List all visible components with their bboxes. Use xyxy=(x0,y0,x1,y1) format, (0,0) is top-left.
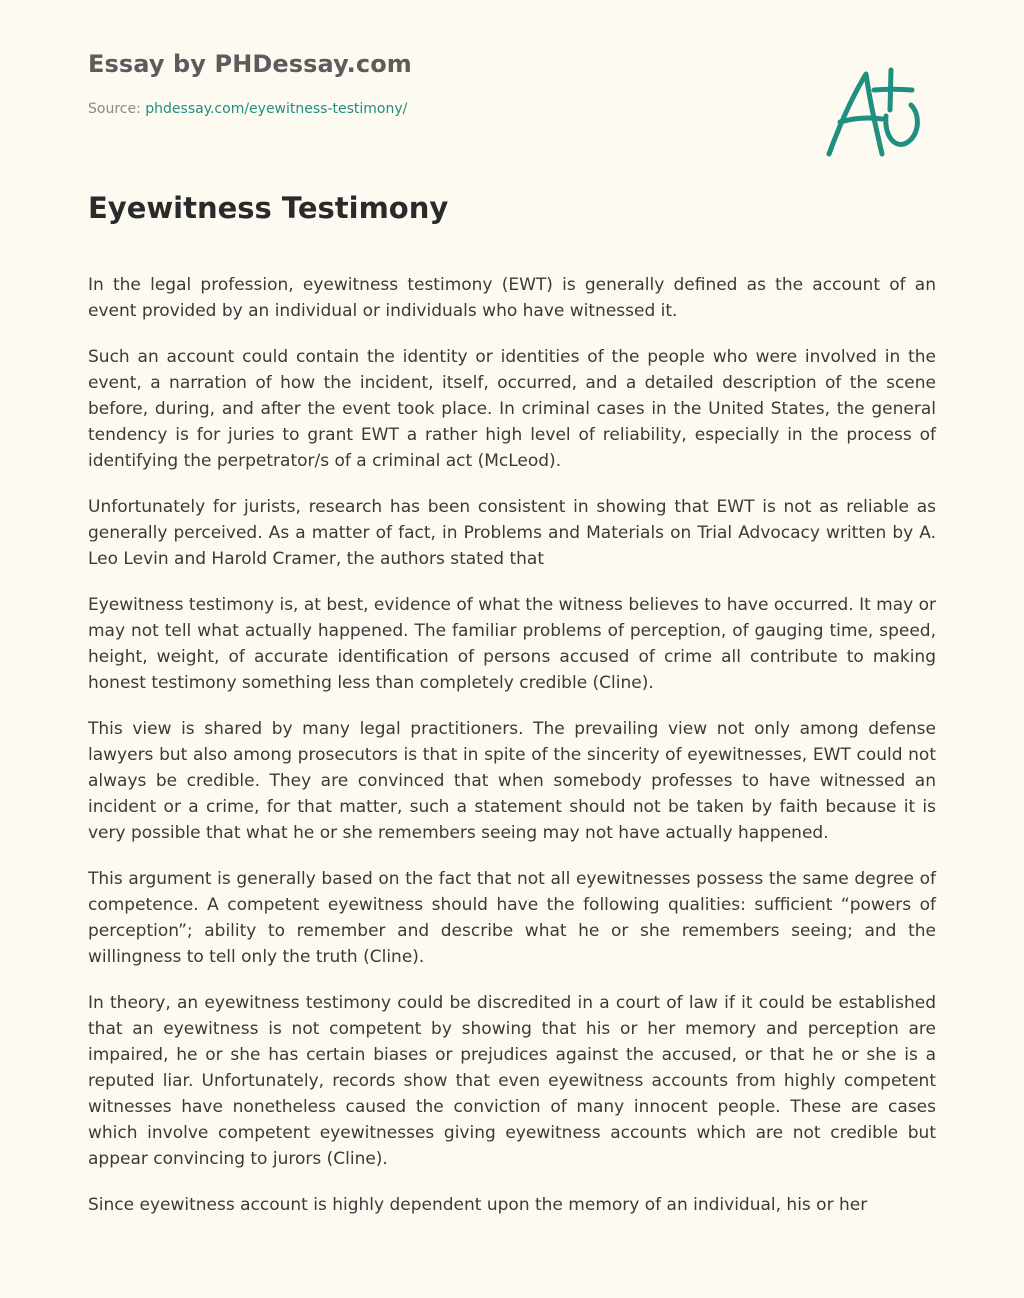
essay-paragraph: Eyewitness testimony is, at best, evidence of what the witness believes to have occurred. It may or may not tell what actually happened. The familiar problems of perception, of gauging time, speed, height, weight, of accurate identification of persons accused of crime all contribute to making honest testimony something less than completely credible (Cline). xyxy=(88,595,936,693)
essay-paragraph: This view is shared by many legal practitioners. The prevailing view not only among defense lawyers but also among prosecutors is that in spite of the sincerity of eyewitnesses, EWT could not always be credible. They are convinced that when somebody professes to have witnessed an incident or a crime, for that matter, such a statement should not be taken by faith because it is very possible that what he or she remembers seeing may not have actually happened. xyxy=(88,719,936,843)
a-plus-logo-icon xyxy=(820,62,930,162)
source-link[interactable]: phdessay.com/eyewitness-testimony/ xyxy=(145,101,408,117)
essay-body xyxy=(88,272,936,1238)
essay-paragraph: Since eyewitness account is highly dependent upon the memory of an individual, his or her xyxy=(88,1195,868,1215)
source-label: Source: xyxy=(88,101,146,117)
essay-paragraph: Unfortunately for jurists, research has been consistent in showing that EWT is not as reliable as generally perceived. As a matter of fact, in Problems and Materials on Trial Advocacy written by A. Leo Levin and Harold Cramer, the authors stated that xyxy=(88,497,936,569)
essay-paragraph: In theory, an eyewitness testimony could be discredited in a court of law if it could be established that an eyewitness is not competent by showing that his or her memory and perception are impaired, he or she has certain biases or prejudices against the accused, or that he or she is a reputed liar. Unfortunately, records show that even eyewitness accounts from highly competent witnesses have nonetheless caused the conviction of many innocent people. These are cases which involve competent eyewitnesses giving eyewitness accounts which are not credible but appear convincing to jurors (Cline). xyxy=(88,993,936,1169)
essay-paragraph: In the legal profession, eyewitness testimony (EWT) is generally defined as the account of an event provided by an individual or individuals who have witnessed it. xyxy=(88,275,936,321)
site-brand: Essay by PHDessay.com xyxy=(88,50,412,78)
source-line xyxy=(88,101,407,117)
essay-paragraph: This argument is generally based on the fact that not all eyewitnesses possess the same degree of competence. A competent eyewitness should have the following qualities: sufficient “powers of perception”; ability to remember and describe what he or she remembers seeing; and the willingness to tell only the truth (Cline). xyxy=(88,869,936,967)
essay-paragraph: Such an account could contain the identity or identities of the people who were involved in the event, a narration of how the incident, itself, occurred, and a detailed description of the scene before, during, and after the event took place. In criminal cases in the United States, the general tendency is for juries to grant EWT a rather high level of reliability, especially in the process of identifying the perpetrator/s of a criminal act (McLeod). xyxy=(88,347,936,471)
essay-title: Eyewitness Testimony xyxy=(88,191,449,225)
